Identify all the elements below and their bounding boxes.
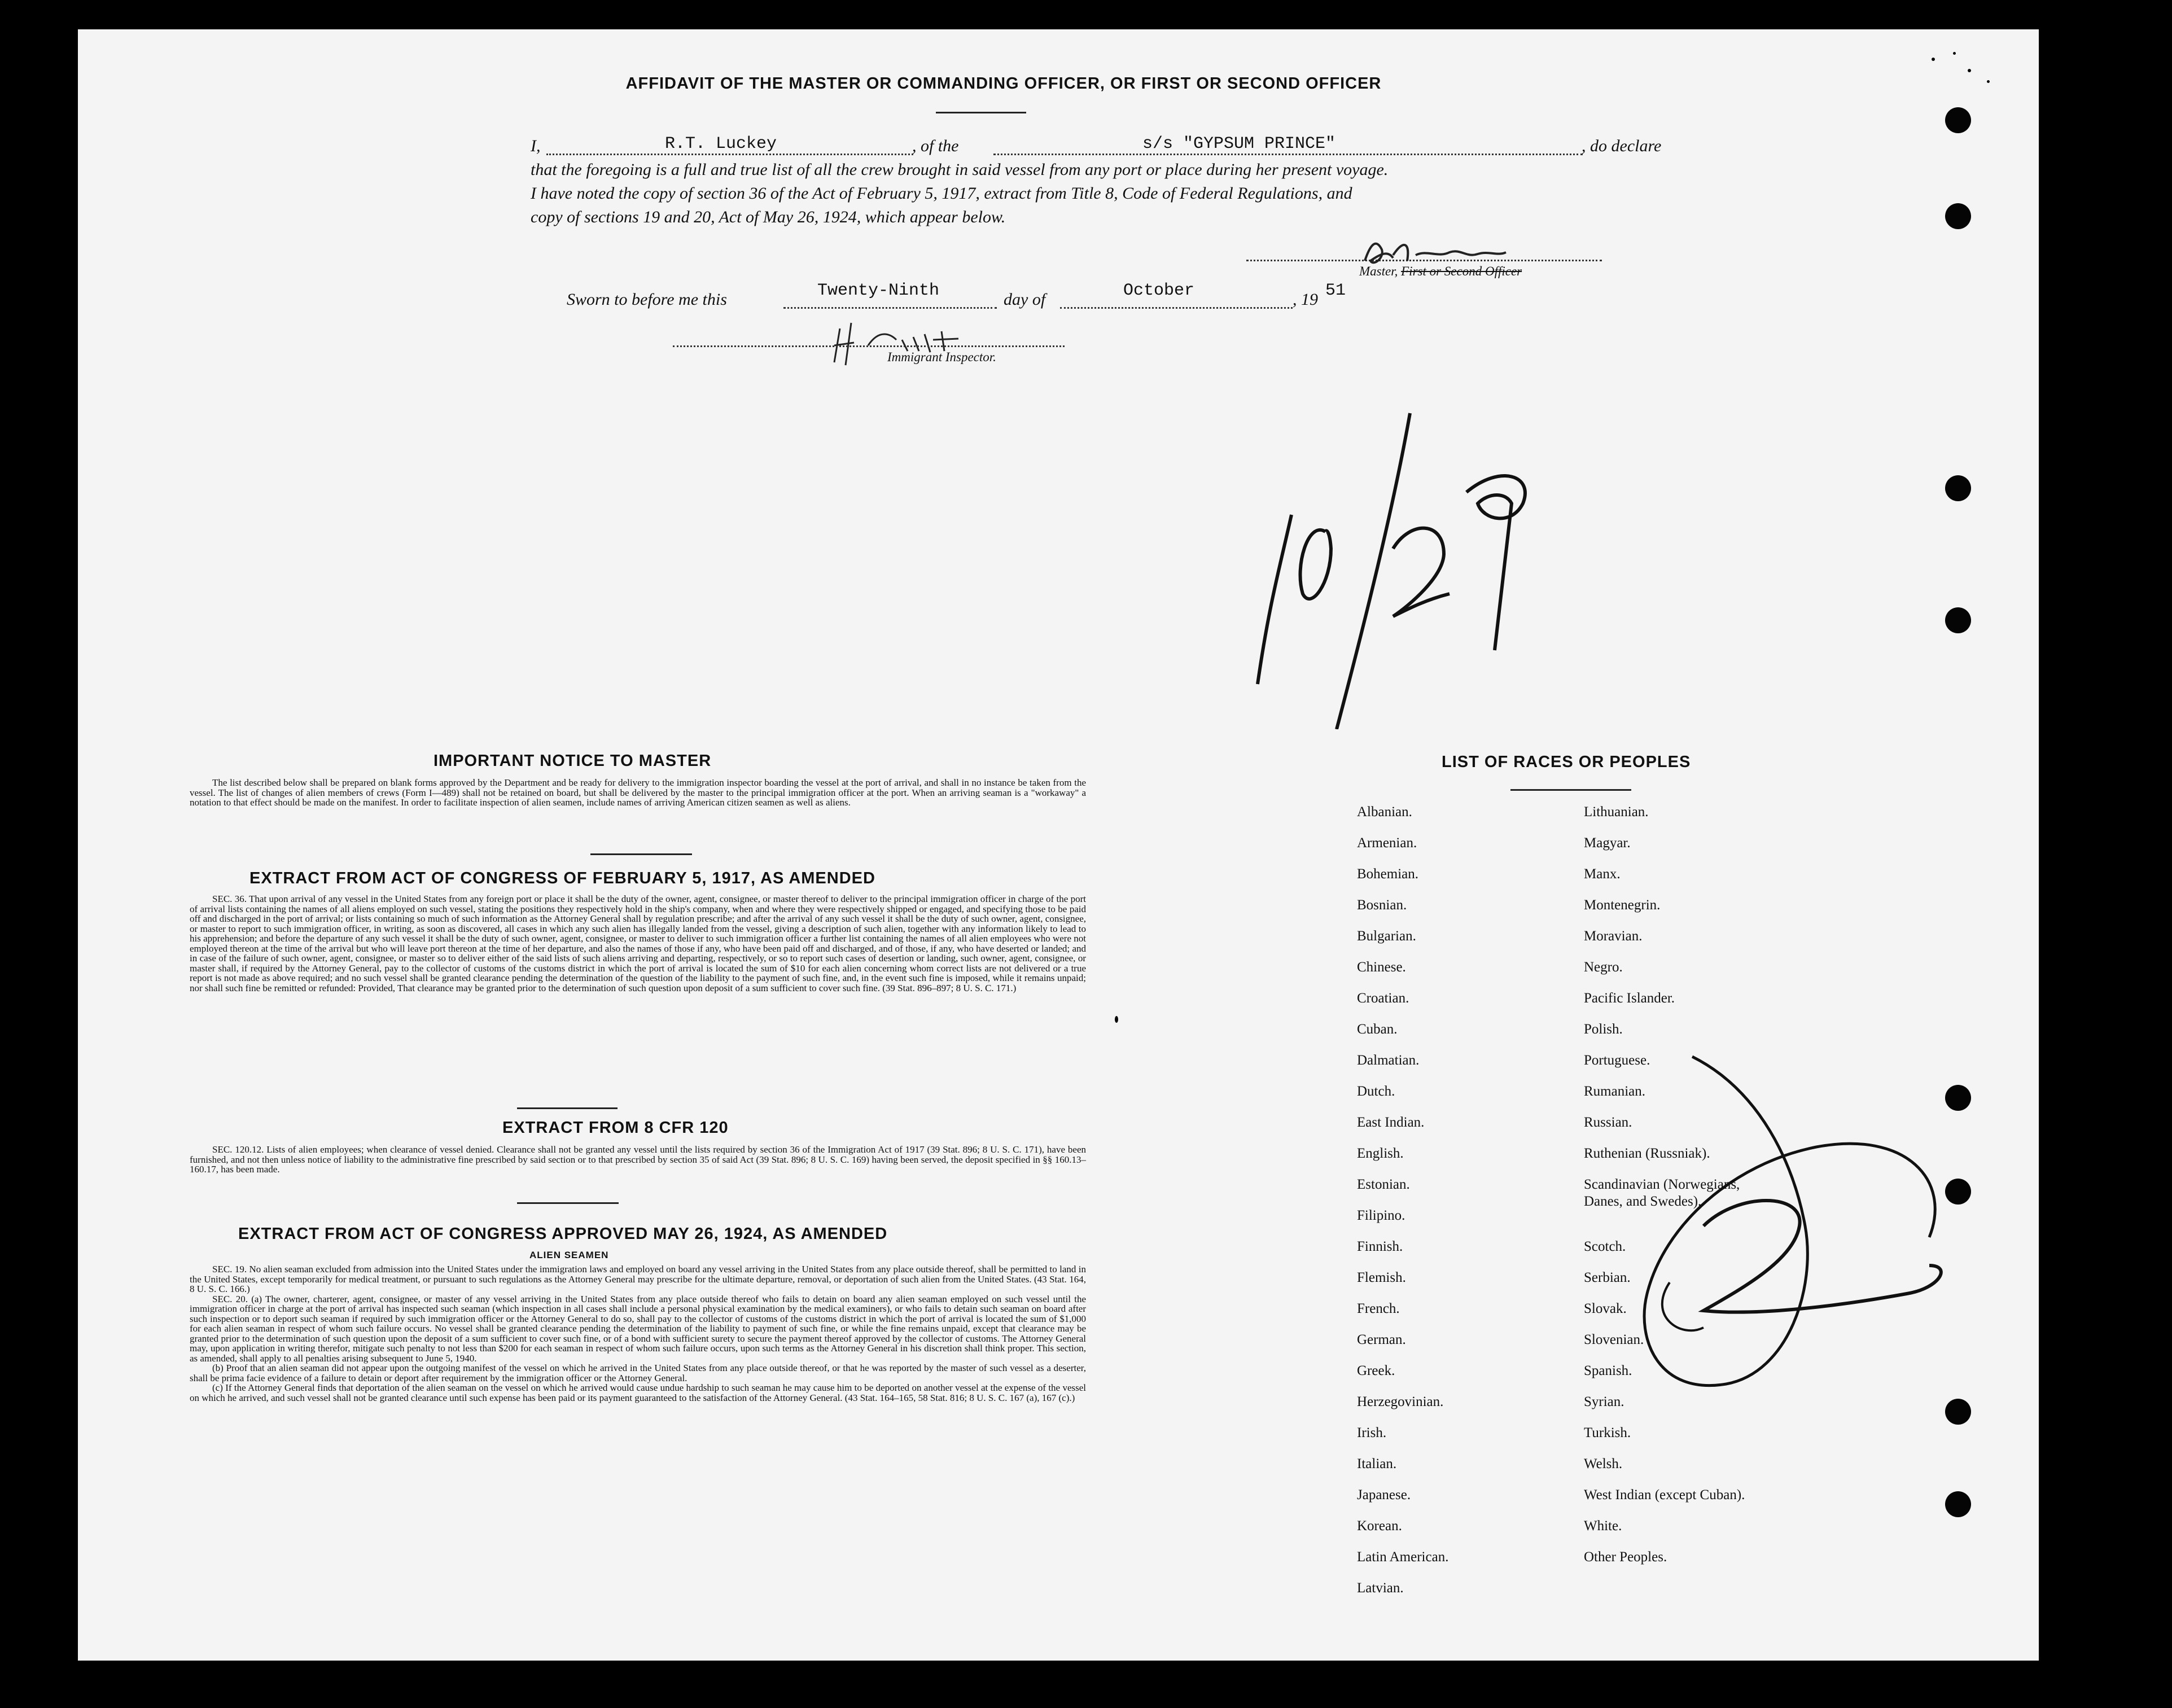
race-item: Italian.: [1357, 1456, 1397, 1471]
sworn-month-line: [1060, 307, 1293, 309]
races-title: LIST OF RACES OR PEOPLES: [1442, 753, 1691, 771]
race-item: Portuguese.: [1584, 1053, 1650, 1068]
race-item: Albanian.: [1357, 804, 1412, 820]
master-signature: [1354, 227, 1523, 289]
race-item: Dalmatian.: [1357, 1053, 1420, 1068]
race-item: French.: [1357, 1301, 1400, 1316]
punch-hole: [1945, 1179, 1971, 1205]
race-item: Serbian.: [1584, 1270, 1631, 1285]
race-item: Other Peoples.: [1584, 1549, 1667, 1565]
master-caption-text: Master,: [1359, 264, 1398, 278]
punch-hole: [1945, 203, 1971, 229]
extract-1917-paragraph: SEC. 36. That upon arrival of any vessel in the United States from any foreign port or place it shall be the duty of the owner, agent, consignee, or master thereof to deliver to the principal immigration officer in charge of the port of arrival lists containing the names of all aliens employed on such vessel, stating the positions they respectively hold in the ship's company, when and where they were respectively shipped or engaged, and specifying those to be paid off and discharged in the port of arrival; or lists containing so much of such information as the Attorney General shall by regulation prescribe; and after the arrival of any such vessel it shall be the duty of such owner, agent, consignee, or master to report to such immigration officer, in writing, as soon as discovered, all cases in which any such alien has illegally landed from the vessel, giving a description of such alien, together with any information likely to lead to his apprehension; and before the departure of any such vessel it shall be the duty of such owner, agent, consignee, or master to deliver to such immigration officer a further list containing the names of all alien employees who were not employed thereon at the time of the arrival but who will leave port thereon at the time of her departure, and also the names of those if any, who have been paid off and discharged, and of those, if any, who have deserted or landed; and in case of the failure of such owner, agent, consignee, or master so to deliver either of the said lists of such aliens arriving and departing, respectively, or so to report such cases of desertion or landing, such owner, agent, consignee, or master shall, if required by the Attorney General, pay to the collector of customs of the customs district in which the port of arrival is located the sum of $10 for each alien concerning whom correct lists are not delivered or a true report is not made as above required; and no such vessel shall be granted clearance pending the determination of the question of the liability to the payment of such fine, and, in the event such fine is imposed, while it remains unpaid; nor shall such fine be remitted or refunded: Provided, That clearance may be granted prior to the determination of such question upon deposit of a sum sufficient to cover such fine. (39 Stat. 896–897; 8 U. S. C. 171.): [190, 894, 1086, 993]
extract-1924-sec20b: (b) Proof that an alien seaman did not appear upon the outgoing manifest of the vessel on which he arrived in the United States from any place outside thereof, or that he was reported by the master of such vessel as a deserter, shall be prima facie evidence of a failure to detain or deport after requirement by the immigration officer or the Attorney General.: [190, 1363, 1086, 1383]
punch-hole: [1945, 1491, 1971, 1517]
race-item: Flemish.: [1357, 1270, 1406, 1285]
race-item: Montenegrin.: [1584, 897, 1661, 913]
handwritten-circled-number: [1591, 1023, 1997, 1463]
race-item: Scotch.: [1584, 1239, 1626, 1254]
extract-cfr-title: EXTRACT FROM 8 CFR 120: [502, 1119, 729, 1137]
race-item: Latvian.: [1357, 1580, 1404, 1596]
race-item: Slovak.: [1584, 1301, 1627, 1316]
race-item: Estonian.: [1357, 1177, 1410, 1192]
edge-speck: [1987, 80, 1990, 83]
race-item: Chinese.: [1357, 960, 1406, 975]
race-item: Turkish.: [1584, 1425, 1631, 1440]
race-item: Cuban.: [1357, 1022, 1398, 1037]
master-caption: [1359, 264, 1522, 279]
edge-speck: [1932, 58, 1935, 61]
stray-mark: [1115, 1016, 1118, 1023]
race-item: Slovenian.: [1584, 1332, 1644, 1347]
extract-1924-title: EXTRACT FROM ACT OF CONGRESS APPROVED MAY 26, 1924, AS AMENDED: [238, 1225, 888, 1243]
race-item: Manx.: [1584, 866, 1621, 882]
declaration-line-1: that the foregoing is a full and true list of all the crew brought in said vessel from any port or place during her present voyage.: [531, 160, 1389, 179]
race-item: Scandinavian (Norwegians, Danes, and Swedes).: [1584, 1177, 1740, 1209]
vessel-name-line: [993, 154, 1583, 155]
race-item: White.: [1584, 1518, 1622, 1534]
extract-1917-divider: [517, 1107, 618, 1109]
race-item: Finnish.: [1357, 1239, 1403, 1254]
notice-text: [190, 778, 1086, 808]
sworn-label: Sworn to before me this: [567, 290, 727, 309]
race-item: Herzegovinian.: [1357, 1394, 1444, 1409]
punch-hole: [1945, 1399, 1971, 1425]
race-item: Rumanian.: [1584, 1084, 1646, 1099]
affidavit-page: [78, 29, 2039, 1661]
race-item: Irish.: [1357, 1425, 1387, 1440]
alien-seamen-subtitle: ALIEN SEAMEN: [529, 1250, 609, 1260]
sworn-month: October: [1123, 281, 1195, 300]
race-item: Armenian.: [1357, 835, 1417, 851]
race-item: Russian.: [1584, 1115, 1632, 1130]
race-item: Filipino.: [1357, 1208, 1405, 1223]
race-item: Syrian.: [1584, 1394, 1624, 1409]
inspector-caption: Immigrant Inspector.: [887, 350, 996, 364]
punch-hole: [1945, 607, 1971, 633]
race-item: Welsh.: [1584, 1456, 1623, 1471]
extract-cfr-divider: [517, 1202, 619, 1204]
extract-1924-sec20a: SEC. 20. (a) The owner, charterer, agent, consignee, or master of any vessel arriving in the United States from any place outside thereof who fails to detain on board any alien seaman employed on such vessel until the immigration officer in charge at the port of arrival has inspected such seaman (which inspection in all cases shall include a personal physical examination by the medical examiners), or who fails to detain such seaman on board after such inspection or to deport such seaman if required by such immigration officer or the Attorney General to do so, shall pay to the collector of customs of the customs district in which the port of arrival is located the sum of $1,000 for each alien seaman in respect of whom such failure occurs. No vessel shall be granted clearance pending the determination of the liability to payment of such fine, or while the fine remains unpaid, except that clearance may be granted prior to the determination of such question upon the deposit of a sum sufficient to cover such fine, or of a bond with sufficient surety to secure the payment thereof approved by the collector of customs. The Attorney General may, upon application in writing therefor, mitigate such penalty to not less than $200 for each seaman in respect of whom such failure occurs, upon such terms as the Attorney General in his discretion shall think proper. This section, as amended, shall apply to all penalties arising subsequent to June 5, 1940.: [190, 1293, 1086, 1364]
extract-1917-title: EXTRACT FROM ACT OF CONGRESS OF FEBRUARY 5, 1917, AS AMENDED: [249, 869, 875, 887]
handwritten-date-mark: [1241, 368, 1568, 729]
year-suffix: 51: [1325, 281, 1346, 300]
punch-hole: [1945, 475, 1971, 501]
punch-hole: [1945, 107, 1971, 133]
race-item: Korean.: [1357, 1518, 1402, 1534]
declaration-line-3: copy of sections 19 and 20, Act of May 26, 1924, which appear below.: [531, 208, 1006, 226]
race-item: Dutch.: [1357, 1084, 1395, 1099]
affidavit-title: AFFIDAVIT OF THE MASTER OR COMMANDING OFFICER, OR FIRST OR SECOND OFFICER: [625, 75, 1382, 93]
race-item: Magyar.: [1584, 835, 1631, 851]
race-item: Ruthenian (Russniak).: [1584, 1146, 1710, 1161]
extract-cfr-paragraph: SEC. 120.12. Lists of alien employees; when clearance of vessel denied. Clearance shall not be granted any vessel until the lists required by section 36 of the Immigration Act of 1917 (39 Stat. 896; 8 U. S. C. 171), have been furnished, and not then unless notice of liability to the administrative fine prescribed by said section or to that prescribed by section 35 of said Act (39 Stat. 896; 8 U. S. C. 169) having been served, the deposit specified in §§ 160.13–160.17, has been made.: [190, 1144, 1086, 1175]
do-declare-label: , do declare: [1582, 137, 1662, 155]
declaration-line-2: I have noted the copy of section 36 of the Act of February 5, 1917, extract from Title 8, Code of Federal Regulations, and: [531, 184, 1352, 203]
year-prefix: , 19: [1293, 290, 1318, 309]
race-item: Greek.: [1357, 1363, 1395, 1378]
race-item: Lithuanian.: [1584, 804, 1649, 820]
race-item: East Indian.: [1357, 1115, 1425, 1130]
extract-1924-text: [190, 1264, 1086, 1403]
punch-hole: [1945, 1085, 1971, 1111]
day-of-label: day of: [1004, 290, 1046, 309]
race-item: Bohemian.: [1357, 866, 1419, 882]
race-item: German.: [1357, 1332, 1406, 1347]
i-label: I,: [531, 137, 541, 155]
master-name: R.T. Luckey: [665, 134, 777, 154]
sworn-day: Twenty-Ninth: [817, 281, 940, 300]
race-item: Latin American.: [1357, 1549, 1449, 1565]
races-column-1: [1357, 804, 1571, 1611]
race-item: Bulgarian.: [1357, 929, 1416, 944]
title-divider: [936, 112, 1026, 113]
sworn-day-line: [783, 307, 997, 309]
edge-speck: [1953, 52, 1956, 55]
extract-cfr-text: [190, 1145, 1086, 1175]
notice-divider: [590, 853, 692, 855]
race-item: Pacific Islander.: [1584, 991, 1675, 1006]
notice-title: IMPORTANT NOTICE TO MASTER: [433, 752, 712, 770]
extract-1917-text: [190, 894, 1086, 993]
race-item: Spanish.: [1584, 1363, 1632, 1378]
extract-1924-sec20c: (c) If the Attorney General finds that deportation of the alien seaman on the vessel on which he arrived would cause undue hardship to such seaman he may cause him to be deported on another vessel at the expense of the vessel on which he arrived, and such vessel shall not be granted clearance until such expense has been paid or its payment guaranteed to the satisfaction of the Attorney General. (43 Stat. 164–165, 58 Stat. 816; 8 U. S. C. 167 (a), 167 (c).): [190, 1382, 1086, 1403]
notice-paragraph: The list described below shall be prepared on blank forms approved by the Department and be ready for delivery to the immigration inspector boarding the vessel at the port of arrival, and shall in no instance be taken from the vessel. The list of changes of alien members of crews (Form I—489) shall not be retained on board, but shall be delivered by the master to the principal immigration officer at the port. When an arriving seaman is a "workaway" a notation to that effect should be made on the manifest. In order to facilitate inspection of alien seamen, include names of arriving American citizen seamen as well as aliens.: [190, 777, 1086, 808]
races-divider: [1510, 789, 1631, 791]
race-item: Moravian.: [1584, 929, 1643, 944]
inspector-signature-line: [673, 345, 1065, 347]
of-the-label: , of the: [912, 137, 959, 155]
race-item: Bosnian.: [1357, 897, 1407, 913]
race-item: Japanese.: [1357, 1487, 1411, 1503]
vessel-name: s/s "GYPSUM PRINCE": [1142, 134, 1336, 154]
race-item: Negro.: [1584, 960, 1623, 975]
extract-1924-sec19: SEC. 19. No alien seaman excluded from admission into the United States under the immigration laws and employed on board any vessel arriving in the United States from any place outside thereof, shall be permitted to land in the United States, except temporarily for medical treatment, or pursuant to such regulations as the Attorney General may prescribe for the ultimate departure, removal, or deportation of such alien from the United States. (43 Stat. 164, 8 U. S. C. 166.): [190, 1264, 1086, 1294]
master-name-line: [546, 154, 913, 155]
race-item: English.: [1357, 1146, 1404, 1161]
race-item: West Indian (except Cuban).: [1584, 1487, 1745, 1503]
race-item: Polish.: [1584, 1022, 1623, 1037]
struck-officer-caption: First or Second Officer: [1401, 264, 1522, 278]
race-item: Croatian.: [1357, 991, 1409, 1006]
edge-speck: [1968, 69, 1971, 72]
